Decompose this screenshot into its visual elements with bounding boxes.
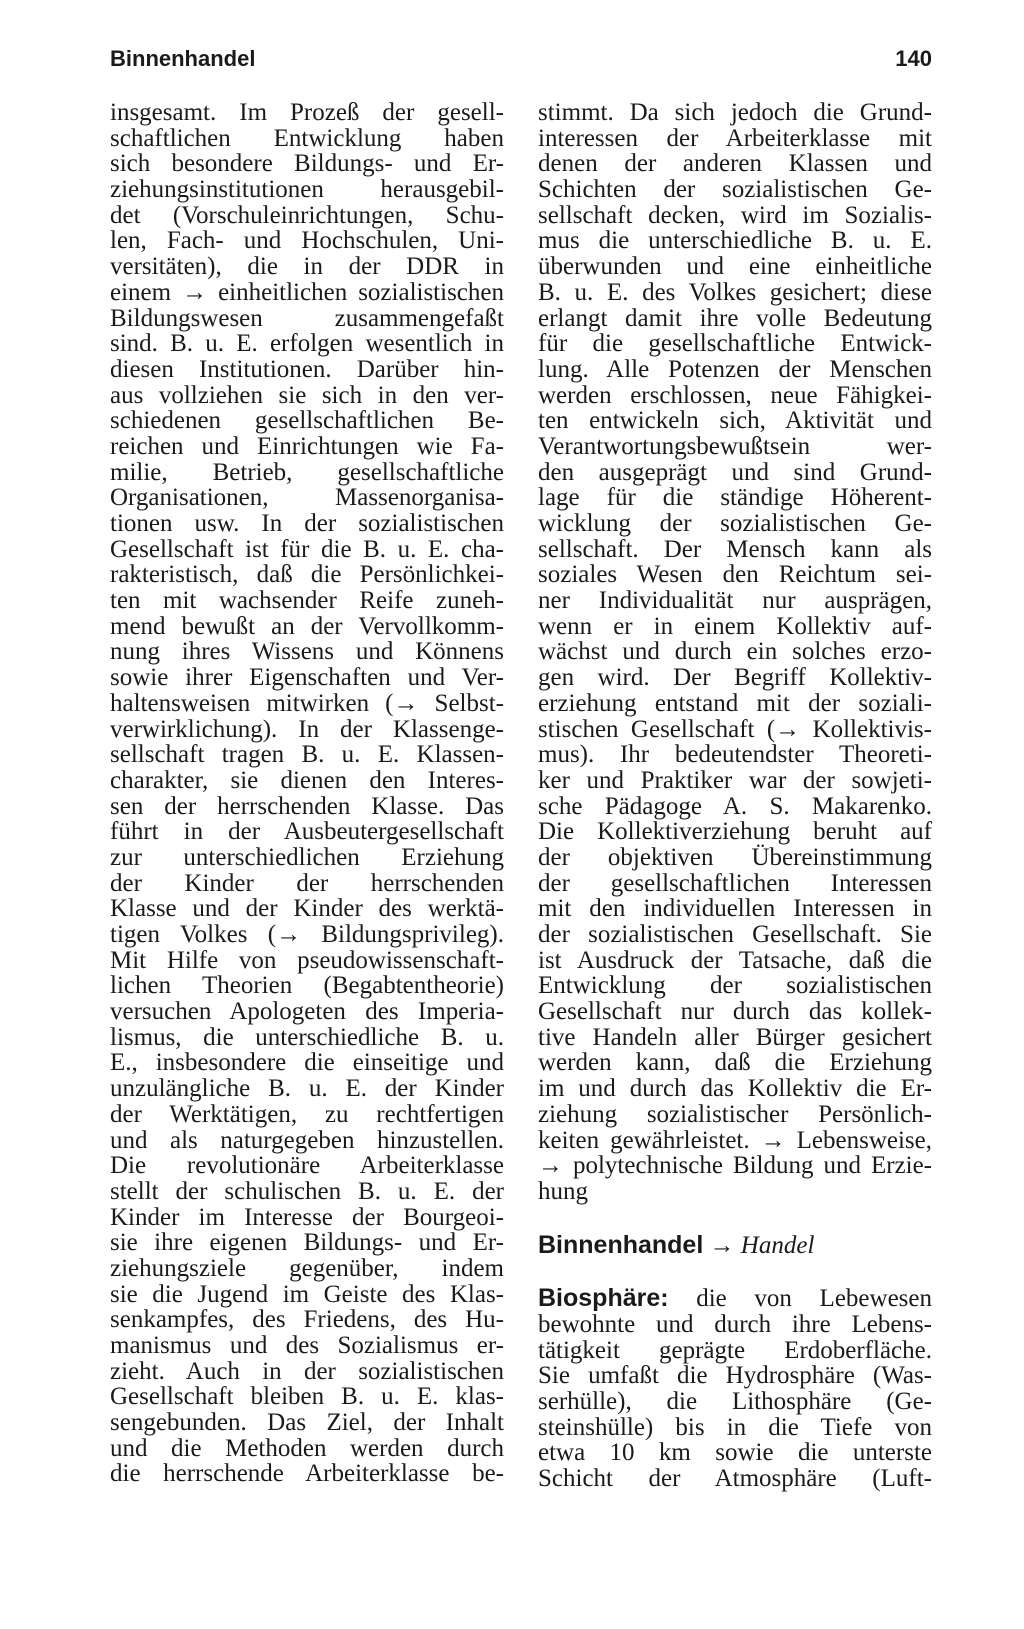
text-line: erziehung entstand mit der soziali- bbox=[538, 689, 932, 717]
text-line: det (Vorschuleinrichtungen, Schu- bbox=[110, 201, 504, 229]
text-line: erlangt damit ihre volle Bedeutung bbox=[538, 304, 932, 332]
entry-binnenhandel bbox=[538, 1230, 932, 1259]
text-line: versitäten), die in der DDR in bbox=[110, 253, 504, 281]
text-line: versuchen Apologeten des Imperia- bbox=[110, 998, 504, 1026]
text-fragment: die von Lebewesen bbox=[668, 1285, 932, 1313]
text-line: ziehungsziele gegenüber, indem bbox=[110, 1254, 504, 1282]
text-line: etwa 10 km sowie die unterste bbox=[538, 1439, 932, 1467]
text-line: im und durch das Kollektiv die Er- bbox=[538, 1075, 932, 1103]
text-line: sie ihre eigenen Bildungs- und Er- bbox=[110, 1229, 504, 1257]
text-line: unzulängliche B. u. E. der Kinder bbox=[110, 1075, 504, 1103]
text-line: Gesellschaft nur durch das kollek- bbox=[538, 998, 932, 1026]
text-line: mit den individuellen Interessen in bbox=[538, 895, 932, 923]
text-line: der Werktätigen, zu rechtfertigen bbox=[110, 1100, 504, 1128]
header-keyword: Binnenhandel bbox=[110, 46, 256, 71]
text-line: zieht. Auch in der sozialistischen bbox=[110, 1357, 504, 1385]
text-line: aus vollziehen sie sich in den ver- bbox=[110, 381, 504, 409]
text-line: wenn er in einem Kollektiv auf- bbox=[538, 612, 932, 640]
text-line: rakteristisch, daß die Persönlichkei- bbox=[110, 561, 504, 589]
text-line: sellschaft tragen B. u. E. Klassen- bbox=[110, 741, 504, 769]
text-line: und die Methoden werden durch bbox=[110, 1434, 504, 1462]
text-line: manismus und des Sozialismus er- bbox=[110, 1332, 504, 1359]
text-line: einem → einheitlichen sozialistischen bbox=[110, 278, 504, 306]
text-line: interessen der Arbeiterklasse mit bbox=[538, 124, 932, 152]
running-head bbox=[110, 46, 932, 80]
text-line: lismus, die unterschiedliche B. u. bbox=[110, 1023, 504, 1051]
text-line: Kinder im Interesse der Bourgeoi- bbox=[110, 1203, 504, 1231]
text-line: der gesellschaftlichen Interessen bbox=[538, 869, 932, 897]
text-line: → polytechnische Bildung und Erzie- bbox=[538, 1152, 932, 1180]
text-line: sengebunden. Das Ziel, der Inhalt bbox=[110, 1409, 504, 1437]
text-line: werden kann, daß die Erziehung bbox=[538, 1049, 932, 1077]
text-line: und als naturgegeben hinzustellen. bbox=[110, 1126, 504, 1154]
text-line: mend bewußt an der Vervollkomm- bbox=[110, 612, 504, 640]
text-line: für die gesellschaftliche Entwick- bbox=[538, 330, 932, 358]
text-line: tigen Volkes (→ Bildungsprivileg). bbox=[110, 921, 504, 948]
text-line: sche Pädagoge A. S. Makarenko. bbox=[538, 792, 932, 820]
text-line: ker und Praktiker war der sowjeti- bbox=[538, 766, 932, 794]
text-line: Organisationen, Massenorganisa- bbox=[110, 484, 504, 512]
text-line: sellschaft decken, wird im Sozialis- bbox=[538, 201, 932, 229]
text-line: insgesamt. Im Prozeß der gesell- bbox=[110, 99, 504, 126]
text-line: wicklung der sozialistischen Ge- bbox=[538, 510, 932, 537]
text-line: Schicht der Atmosphäre (Luft- bbox=[538, 1465, 932, 1493]
text-line: tätigkeit geprägte Erdoberfläche. bbox=[538, 1336, 932, 1364]
text-line: diesen Institutionen. Darüber hin- bbox=[110, 355, 504, 383]
page-number: 140 bbox=[895, 46, 932, 71]
text-line: nung ihres Wissens und Könnens bbox=[110, 638, 504, 666]
text-line: stellt der schulischen B. u. E. der bbox=[110, 1177, 504, 1205]
text-line: werden erschlossen, neue Fähigkei- bbox=[538, 381, 932, 409]
text-line: schaftlichen Entwicklung haben bbox=[110, 124, 504, 152]
entry-term: Biosphäre: bbox=[538, 1284, 669, 1313]
text-line: sen der herrschenden Klasse. Das bbox=[110, 792, 504, 820]
text-line: ten mit wachsender Reife zuneh- bbox=[110, 587, 504, 615]
text-line: haltensweisen mitwirken (→ Selbst- bbox=[110, 689, 504, 717]
text-line: sie die Jugend im Geiste des Klas- bbox=[110, 1280, 504, 1308]
text-line: sich besondere Bildungs- und Er- bbox=[110, 150, 504, 178]
text-line: steinshülle) bis in die Tiefe von bbox=[538, 1413, 932, 1441]
text-line: stimmt. Da sich jedoch die Grund- bbox=[538, 99, 932, 126]
text-line: verwirklichung). In der Klassenge- bbox=[110, 715, 504, 743]
text-line: Gesellschaft ist für die B. u. E. cha- bbox=[110, 535, 504, 563]
text-line: bewohnte und durch ihre Lebens- bbox=[538, 1310, 932, 1338]
text-line: den ausgeprägt und sind Grund- bbox=[538, 458, 932, 486]
text-line: Sie umfaßt die Hydrosphäre (Was- bbox=[538, 1362, 932, 1390]
text-line: führt in der Ausbeutergesellschaft bbox=[110, 818, 504, 846]
text-line: Verantwortungsbewußtsein wer- bbox=[538, 432, 932, 460]
text-line: lage für die ständige Höherent- bbox=[538, 484, 932, 512]
text-line: sowie ihrer Eigenschaften und Ver- bbox=[110, 664, 504, 692]
text-line: senkampfes, des Friedens, des Hu- bbox=[110, 1306, 504, 1334]
text-line: mus). Ihr bedeutendster Theoreti- bbox=[538, 741, 932, 769]
text-line: Gesellschaft bleiben B. u. E. klas- bbox=[110, 1383, 504, 1411]
text-line: Die Kollektiverziehung beruht auf bbox=[538, 818, 932, 846]
text-line: überwunden und eine einheitliche bbox=[538, 253, 932, 281]
text-line: Klasse und der Kinder des werktä- bbox=[110, 895, 504, 923]
right-column bbox=[538, 100, 932, 1492]
text-line: zur unterschiedlichen Erziehung bbox=[110, 843, 504, 871]
entry-gap bbox=[538, 1205, 932, 1233]
text-line: sellschaft. Der Mensch kann als bbox=[538, 535, 932, 563]
text-line: denen der anderen Klassen und bbox=[538, 150, 932, 178]
text-line: keiten gewährleistet. → Lebensweise, bbox=[538, 1126, 932, 1154]
text-line: hung bbox=[538, 1177, 588, 1205]
text-line: serhülle), die Lithosphäre (Ge- bbox=[538, 1388, 932, 1415]
text-line: ziehung sozialistischer Persönlich- bbox=[538, 1100, 932, 1128]
text-line: B. u. E. des Volkes gesichert; diese bbox=[538, 278, 932, 306]
text-line: Schichten der sozialistischen Ge- bbox=[538, 176, 932, 204]
text-line: len, Fach- und Hochschulen, Uni- bbox=[110, 227, 504, 255]
text-line: Die revolutionäre Arbeiterklasse bbox=[110, 1152, 504, 1180]
text-line: tive Handeln aller Bürger gesichert bbox=[538, 1023, 932, 1051]
text-line: schiedenen gesellschaftlichen Be- bbox=[110, 407, 504, 435]
text-line: wächst und durch ein solches erzo- bbox=[538, 638, 932, 666]
text-line: Entwicklung der sozialistischen bbox=[538, 972, 932, 1000]
text-line: ziehungsinstitutionen herausgebil- bbox=[110, 176, 504, 204]
text-line: ner Individualität nur ausprägen, bbox=[538, 587, 932, 615]
text-line: ten entwickeln sich, Aktivität und bbox=[538, 407, 932, 435]
text-line: mus die unterschiedliche B. u. E. bbox=[538, 227, 932, 255]
text-line: stischen Gesellschaft (→ Kollektivis- bbox=[538, 715, 932, 743]
text-line: soziales Wesen den Reichtum sei- bbox=[538, 561, 932, 589]
cross-reference-link[interactable]: → Handel bbox=[709, 1231, 815, 1259]
text-line: milie, Betrieb, gesellschaftliche bbox=[110, 458, 504, 486]
text-line: lung. Alle Potenzen der Menschen bbox=[538, 355, 932, 383]
text-line: Mit Hilfe von pseudowissenschaft- bbox=[110, 946, 504, 974]
text-line: reichen und Einrichtungen wie Fa- bbox=[110, 432, 504, 460]
entry-term: Binnenhandel bbox=[538, 1230, 704, 1259]
text-line: Bildungswesen zusammengefaßt bbox=[110, 304, 504, 332]
entry-biosphaere-first-line bbox=[538, 1286, 932, 1312]
text-line: charakter, sie dienen den Interes- bbox=[110, 766, 504, 794]
text-line: ist Ausdruck der Tatsache, daß die bbox=[538, 946, 932, 974]
entry-gap bbox=[538, 1258, 932, 1286]
text-line: der sozialistischen Gesellschaft. Sie bbox=[538, 921, 932, 948]
text-line: der objektiven Übereinstimmung bbox=[538, 843, 932, 871]
text-line: der Kinder der herrschenden bbox=[110, 869, 504, 897]
text-line: die herrschende Arbeiterklasse be- bbox=[110, 1460, 504, 1488]
text-line: gen wird. Der Begriff Kollektiv- bbox=[538, 664, 932, 692]
text-line: sind. B. u. E. erfolgen wesentlich in bbox=[110, 330, 504, 358]
text-line: tionen usw. In der sozialistischen bbox=[110, 510, 504, 537]
text-line: lichen Theorien (Begabtentheorie) bbox=[110, 972, 504, 1000]
left-column bbox=[110, 100, 504, 1487]
text-line: E., insbesondere die einseitige und bbox=[110, 1049, 504, 1077]
